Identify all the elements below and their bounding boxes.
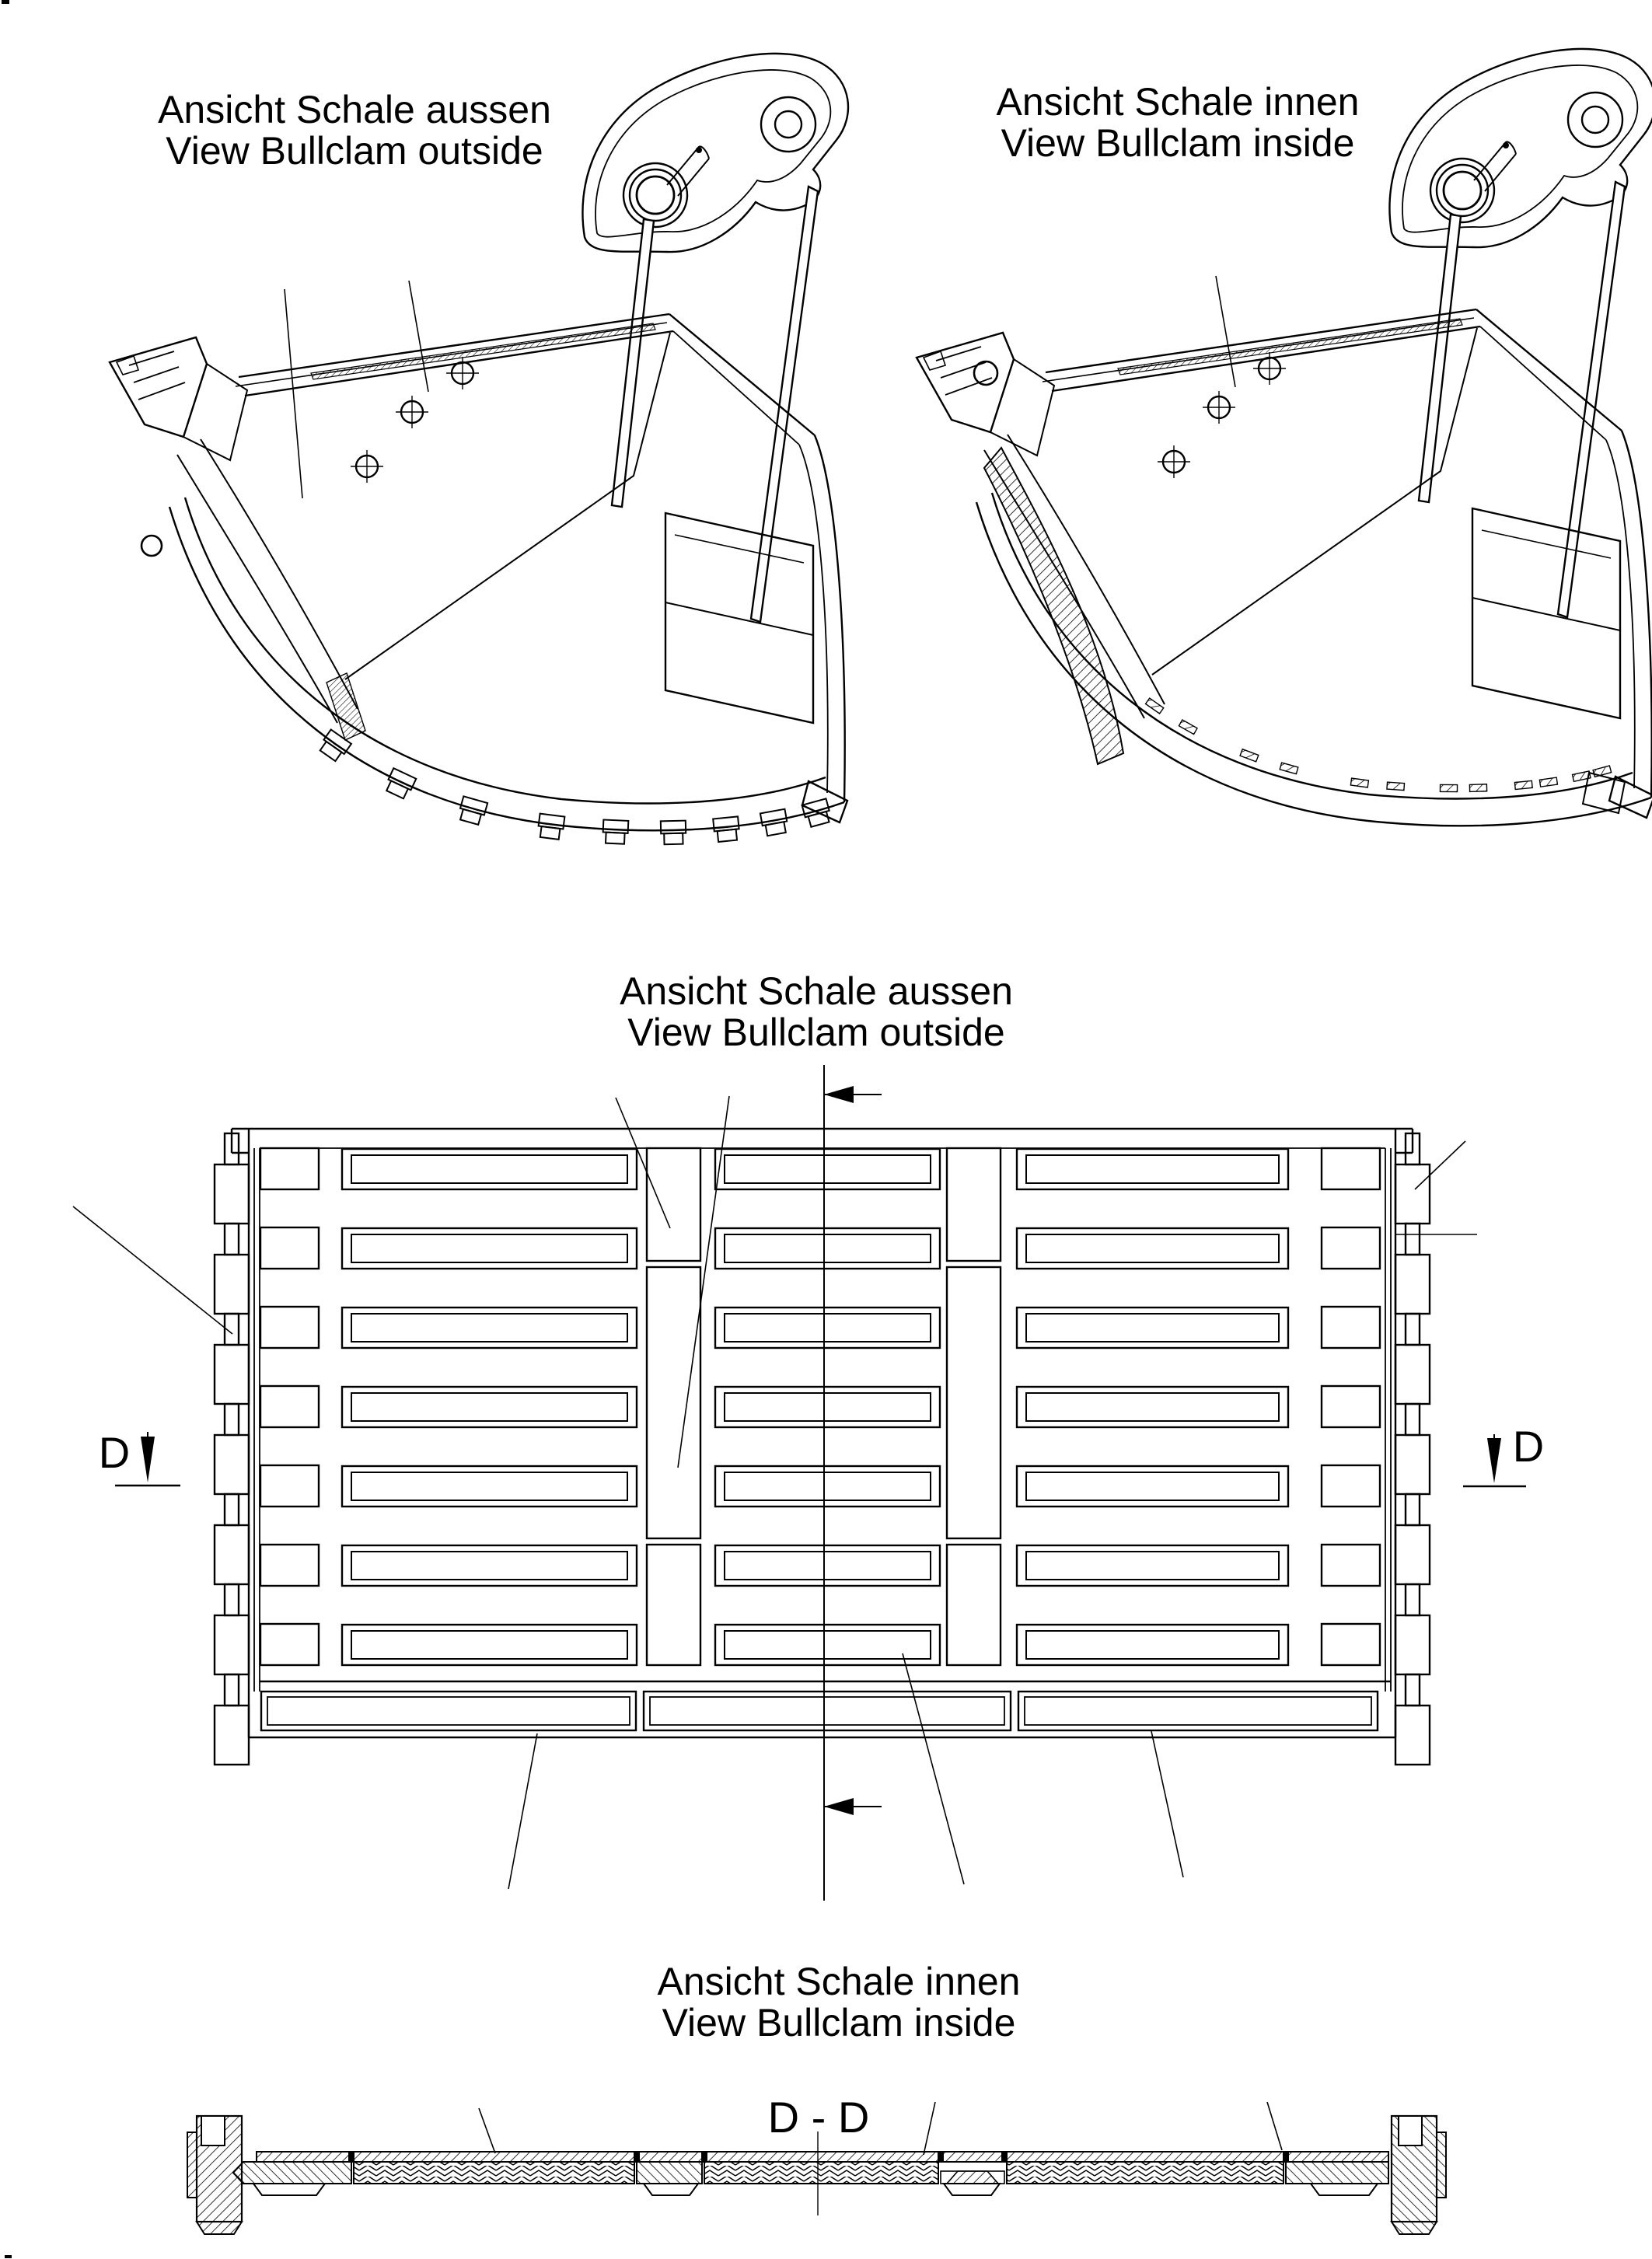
hinge-lug-chain-right <box>1395 1133 1430 1765</box>
wear-bars <box>342 1149 1288 1665</box>
section-bracket-left <box>187 2116 242 2234</box>
section-label: D - D <box>767 2093 870 2142</box>
section-leaders <box>479 2102 1282 2155</box>
title-bucket-outside-en: View Bullclam outside <box>166 129 543 173</box>
shell-plate-outline <box>232 1129 1413 1737</box>
rib-end-squares-right <box>1322 1148 1380 1665</box>
rib-end-squares-left <box>260 1148 319 1665</box>
flat-view-geometry <box>73 1065 1526 1901</box>
bucket-body-inside <box>917 49 1652 826</box>
hinge-lug-chain-left <box>215 1133 249 1765</box>
cutting-edge-strip <box>236 314 815 445</box>
registration-mark-top-left <box>2 0 9 4</box>
title-bucket-inside-en: View Bullclam inside <box>1001 121 1355 165</box>
cutting-edge-strip <box>1043 309 1622 440</box>
section-marker-right-label: D <box>1512 1422 1545 1471</box>
flat-shell-view <box>73 1065 1526 1901</box>
shell-plate-section <box>257 2152 1388 2162</box>
section-bracket-right <box>1392 2116 1446 2234</box>
title-flat-outside-de: Ansicht Schale aussen <box>620 969 1013 1013</box>
tooth <box>917 333 1054 456</box>
section-marker-left-label: D <box>98 1428 131 1477</box>
mounting-block <box>1472 508 1620 718</box>
flat-view-leaders <box>73 1096 1477 1889</box>
link-rods <box>612 187 818 622</box>
corner-marks <box>2 0 12 2258</box>
title-bucket-inside-de: Ansicht Schale innen <box>996 80 1360 124</box>
mounting-block <box>665 513 813 723</box>
title-flat-inside-de: Ansicht Schale innen <box>657 1960 1021 2003</box>
link-rods <box>1419 182 1625 617</box>
bolt-slots <box>1146 698 1612 792</box>
clip-plates <box>253 2184 1378 2195</box>
shell-curve <box>169 435 847 830</box>
wear-shield <box>984 448 1123 764</box>
section-cut-line <box>824 1065 882 1901</box>
tooth <box>110 337 247 460</box>
leader-lines <box>1216 276 1235 387</box>
wear-bar-section <box>233 2162 1388 2184</box>
title-flat-inside-en: View Bullclam inside <box>662 2001 1016 2044</box>
bottom-edge-strip <box>260 1681 1391 1730</box>
bucket-inside-view <box>917 49 1652 826</box>
title-flat-outside-en: View Bullclam outside <box>627 1011 1005 1054</box>
registration-mark-bottom-left <box>5 2255 12 2258</box>
title-bucket-outside-de: Ansicht Schale aussen <box>158 88 551 131</box>
